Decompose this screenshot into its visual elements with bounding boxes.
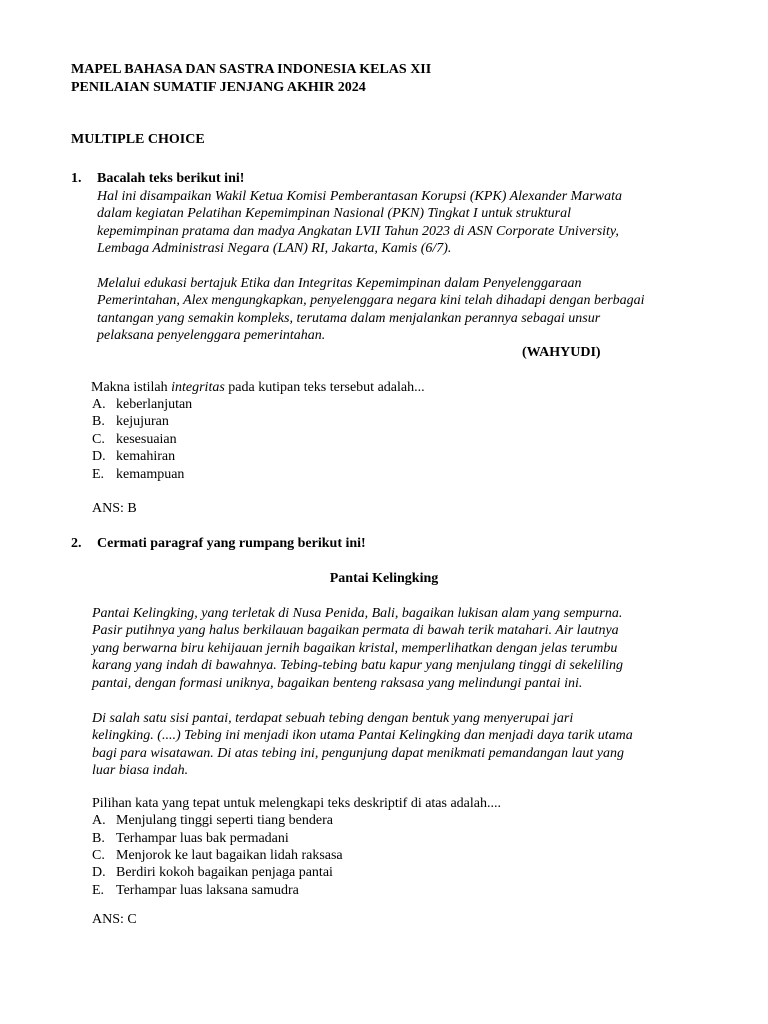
option-letter: C. [92,432,105,447]
q1-source: (WAHYUDI) [522,345,601,360]
q1-question-term: integritas [171,380,225,395]
option-letter: C. [92,848,105,863]
q2-p2-line: bagi para wisatawan. Di atas tebing ini, pengunjung dapat menikmati pemandangan laut yang [92,745,624,761]
q1-p1-line: Lembaga Administrasi Negara (LAN) RI, Jakarta, Kamis (6/7). [97,240,452,256]
option-text: Menjulang tinggi seperti tiang bendera [116,813,333,828]
q2-p1-line: yang berwarna biru kehijauan jernih bagaikan kristal, memperlihatkan dengan jelas terumbu [92,640,618,656]
q2-p2-line: kelingking. (....) Tebing ini menjadi ikon utama Pantai Kelingking dan menjadi daya tarik utama [92,728,633,744]
q1-option-d[interactable] [92,449,175,465]
q1-p2-line: Melalui edukasi bertajuk Etika dan Integritas Kepemimpinan dalam Penyelenggaraan [97,276,582,291]
q1-option-e[interactable] [92,467,184,483]
option-letter: D. [92,449,106,464]
q2-p1-line: karang yang indah di bawahnya. Tebing-tebing batu kapur yang menjulang tinggi di sekeliling [92,658,624,674]
option-letter: B. [92,831,105,846]
option-letter: A. [92,397,106,412]
option-text: Berdiri kokoh bagaikan penjaga pantai [116,865,333,880]
q2-p1-line: Pantai Kelingking, yang terletak di Nusa Penida, Bali, bagaikan lukisan alam yang sempurna. [92,606,623,621]
q1-p1-line: Hal ini disampaikan Wakil Ketua Komisi Pemberantasan Korupsi (KPK) Alexander Marwata [97,189,622,204]
option-text: Terhampar luas laksana samudra [116,883,299,898]
q1-number: 1. [71,171,82,186]
q2-p1-line: pantai, dengan formasi uniknya, bagaikan benteng raksasa yang melindungi pantai ini. [92,675,583,691]
q2-instruction: Cermati paragraf yang rumpang berikut ini! [97,536,366,551]
q2-number: 2. [71,536,82,551]
q1-paragraph-1 [97,188,622,257]
q1-question [91,380,425,396]
q2-p1-line: Pasir putihnya yang halus berkilauan bagaikan permata di bawah terik matahari. Air lautnya [92,623,619,639]
q1-p1-line: kepemimpinan pratama dan madya Angkatan LVII Tahun 2023 di ASN Corporate University, [97,223,619,239]
header-line-1: MAPEL BAHASA DAN SASTRA INDONESIA KELAS XII [71,62,432,77]
q1-option-b[interactable] [92,414,169,430]
option-text: Terhampar luas bak permadani [116,831,289,846]
q2-option-b[interactable] [92,831,289,847]
q1-instruction: Bacalah teks berikut ini! [97,171,245,186]
option-letter: A. [92,813,106,828]
q1-paragraph-2 [97,275,645,344]
header-line-2: PENILAIAN SUMATIF JENJANG AKHIR 2024 [71,80,366,95]
q2-option-e[interactable] [92,883,299,899]
q2-question: Pilihan kata yang tepat untuk melengkapi teks deskriptif di atas adalah.... [92,796,502,811]
q2-answer [92,912,137,928]
q1-option-c[interactable] [92,432,177,448]
answer-label: ANS: [92,912,128,927]
option-text: kemampuan [116,467,185,482]
option-text: kemahiran [116,449,176,464]
option-letter: B. [92,414,105,429]
q2-option-c[interactable] [92,848,343,864]
q1-p2-line: pelaksana penyelenggara pemerintahan. [97,327,326,343]
q1-p1-line: dalam kegiatan Pelatihan Kepemimpinan Nasional (PKN) Tingkat I untuk struktural [97,206,572,222]
q2-option-a[interactable] [92,813,333,829]
option-text: Menjorok ke laut bagaikan lidah raksasa [116,848,343,863]
q2-p2-line: Di salah satu sisi pantai, terdapat sebuah tebing dengan bentuk yang menyerupai jari [92,711,574,726]
q1-p2-line: Pemerintahan, Alex mengungkapkan, penyelenggara negara kini telah dihadapi dengan berbagai [97,293,645,309]
answer-value: B [127,501,137,516]
option-text: kesesuaian [116,432,177,447]
option-text: keberlanjutan [116,397,193,412]
q1-question-post: pada kutipan teks tersebut adalah... [224,380,425,395]
q2-option-d[interactable] [92,865,333,881]
q2-passage-title: Pantai Kelingking [329,571,439,586]
q2-paragraph-1 [92,605,623,692]
q2-p2-line: luar biasa indah. [92,763,189,779]
q1-option-a[interactable] [92,397,192,413]
q1-question-pre: Makna istilah [91,380,172,395]
section-title: MULTIPLE CHOICE [71,132,205,147]
q2-paragraph-2 [92,710,633,780]
option-letter: D. [92,865,106,880]
option-text: kejujuran [116,414,169,429]
q1-p2-line: tantangan yang semakin kompleks, terutama dalam menjalankan perannya sebagai unsur [97,310,601,326]
answer-label: ANS: [92,501,128,516]
option-letter: E. [92,883,105,898]
option-letter: E. [92,467,105,482]
q1-answer [92,501,137,517]
answer-value: C [127,912,137,927]
